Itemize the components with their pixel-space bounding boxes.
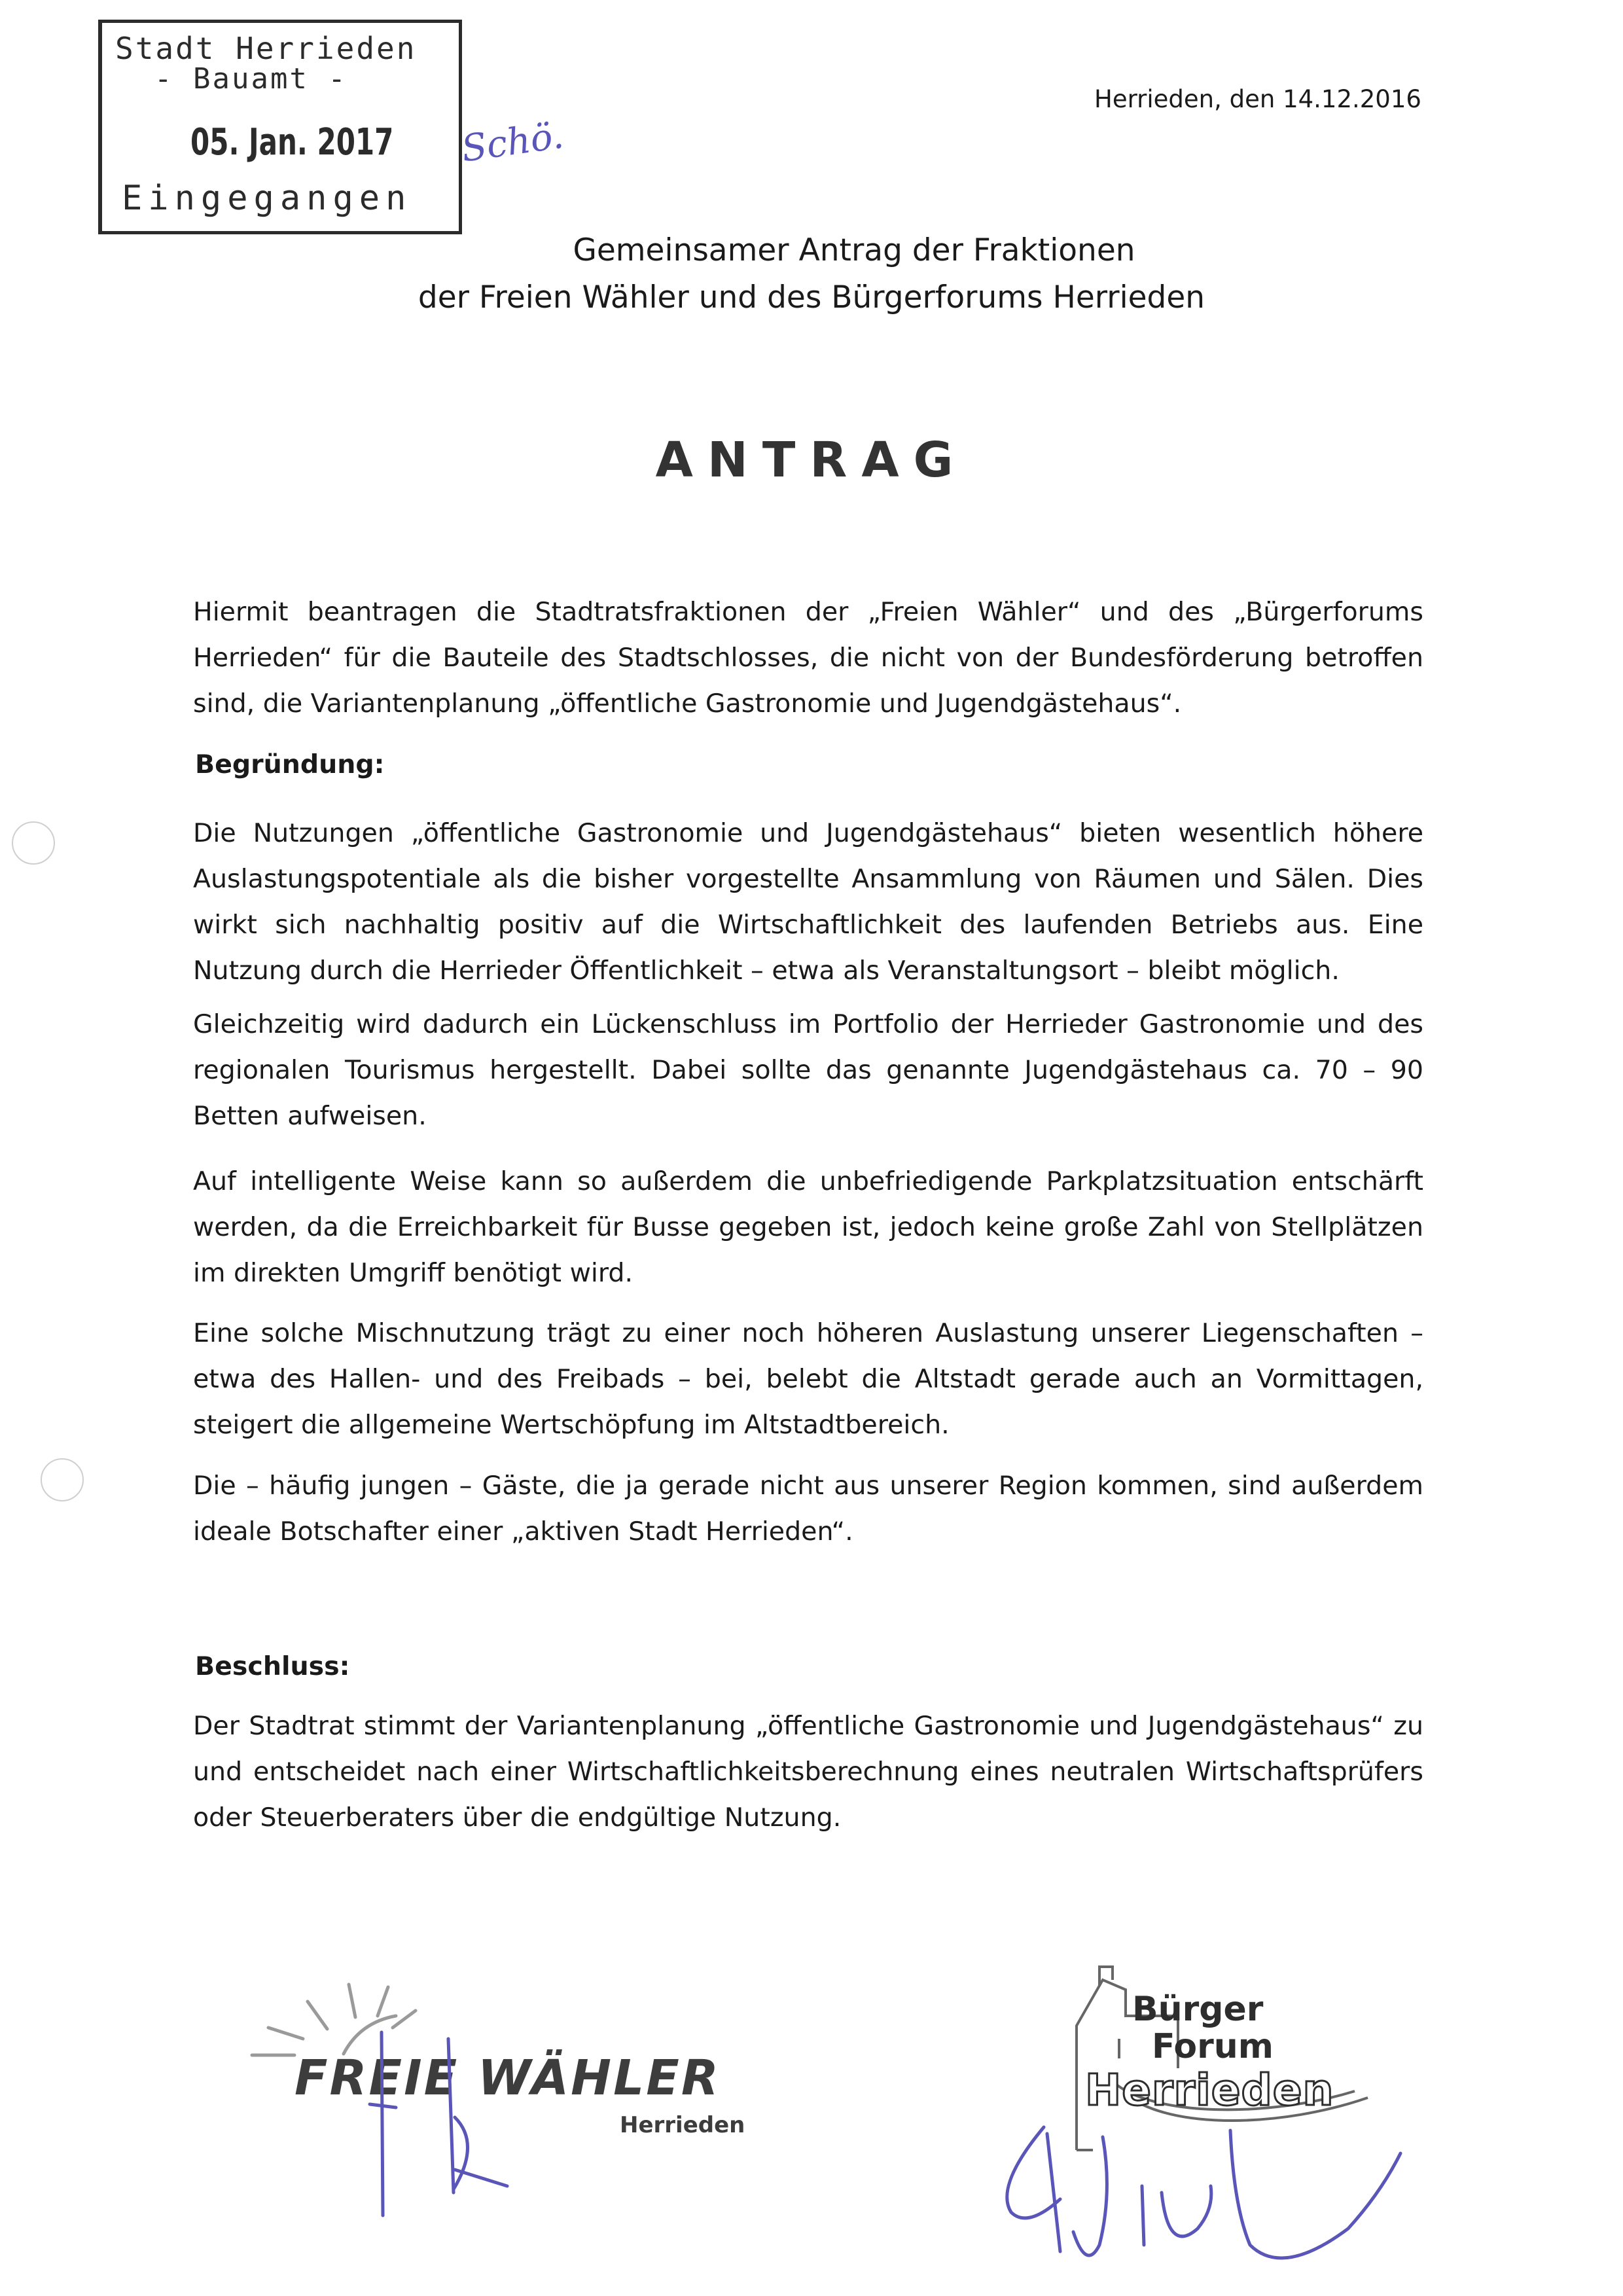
- handwritten-initials: Schö.: [459, 114, 567, 171]
- buergerforum-line-2: Forum: [1152, 2027, 1274, 2066]
- header-line-1: Gemeinsamer Antrag der Fraktionen: [573, 232, 1135, 268]
- reason-paragraph-3: Auf intelligente Weise kann so außerdem die unbefriedigende Parkplatzsituation entschärft werden, da die Erreichbarkeit für Busse gegeben ist, jedoch keine große Zahl von Stellplätzen im direkten Umgriff benötigt wird.: [193, 1166, 1423, 1288]
- intro-paragraph: Hiermit beantragen die Stadtratsfraktionen der „Freien Wähler“ und des „Bürgerforums Herrieden“ für die Bauteile des Stadtschlosses, die nicht von der Bundesförderung betroffen sind, die Variantenplanung „öffentliche Gastronomie und Jugendgästehaus“.: [193, 597, 1423, 719]
- reason-paragraph-5: Die – häufig jungen – Gäste, die ja gerade nicht aus unserer Region kommen, sind außerdem ideale Botschafter einer „aktiven Stadt Herrieden“.: [193, 1471, 1423, 1547]
- freie-waehler-name: FREIE WÄHLER: [294, 2050, 721, 2106]
- reason-paragraph-2: Gleichzeitig wird dadurch ein Lückenschluss im Portfolio der Herrieder Gastronomie und des regionalen Tourismus hergestellt. Dabei sollte das genannte Jugendgästehaus ca. 70 – 90 Betten aufweisen.: [193, 1009, 1423, 1131]
- reason-heading: Begründung:: [195, 749, 385, 780]
- buergerforum-line-1: Bürger: [1132, 1990, 1264, 2029]
- stamp-date: 05. Jan. 2017: [190, 121, 394, 164]
- received-stamp: [98, 20, 462, 234]
- reason-paragraph-3-block: [193, 1158, 1423, 1296]
- document-title: ANTRAG: [655, 432, 968, 488]
- buergerforum-line-3: Herrieden: [1085, 2065, 1334, 2115]
- reason-paragraph-4-block: [193, 1310, 1423, 1448]
- header-line-2: der Freien Wähler und des Bürgerforums Herrieden: [418, 279, 1205, 315]
- reason-paragraph-5-block: [193, 1463, 1423, 1554]
- stamp-line-city: Stadt Herrieden: [115, 31, 417, 66]
- reason-paragraph-4: Eine solche Mischnutzung trägt zu einer noch höheren Auslastung unserer Liegenschaften – etwa des Hallen- und des Freibads – bei, belebt die Altstadt gerade auch an Vormittagen, steigert die allgemeine Wertschöpfung im Altstadtbereich.: [193, 1318, 1423, 1440]
- reason-paragraph-1: Die Nutzungen „öffentliche Gastronomie und Jugendgästehaus“ bieten wesentlich höhere Auslastungspotentiale als die bisher vorgestellte Ansammlung von Räumen und Sälen. Dies wirkt sich nachhaltig positiv auf die Wirtschaftlichkeit des laufenden Betriebs aus. Eine Nutzung durch die Herrieder Öffentlichkeit – etwa als Veranstaltungsort – bleibt möglich.: [193, 818, 1423, 986]
- signature-left: [357, 2026, 566, 2235]
- punch-hole-top: [12, 821, 55, 865]
- stamp-received: Eingegangen: [122, 179, 412, 218]
- freie-waehler-location: Herrieden: [620, 2112, 745, 2138]
- decision-heading: Beschluss:: [195, 1651, 350, 1681]
- stamp-line-office: - Bauamt -: [154, 62, 348, 96]
- reason-paragraph-2-block: [193, 1001, 1423, 1139]
- signature-right: [982, 2114, 1414, 2284]
- punch-hole-bottom: [41, 1458, 84, 1501]
- reason-paragraph-1-block: [193, 810, 1423, 994]
- decision-paragraph-block: [193, 1703, 1423, 1840]
- document-date: Herrieden, den 14.12.2016: [1094, 85, 1421, 113]
- decision-paragraph: Der Stadtrat stimmt der Variantenplanung „öffentliche Gastronomie und Jugendgästehaus“ zu und entscheidet nach einer Wirtschaftlichkeitsberechnung eines neutralen Wirtschaftsprüfers oder Steuerberaters über die endgültige Nutzung.: [193, 1711, 1423, 1833]
- intro-paragraph-block: [193, 589, 1423, 726]
